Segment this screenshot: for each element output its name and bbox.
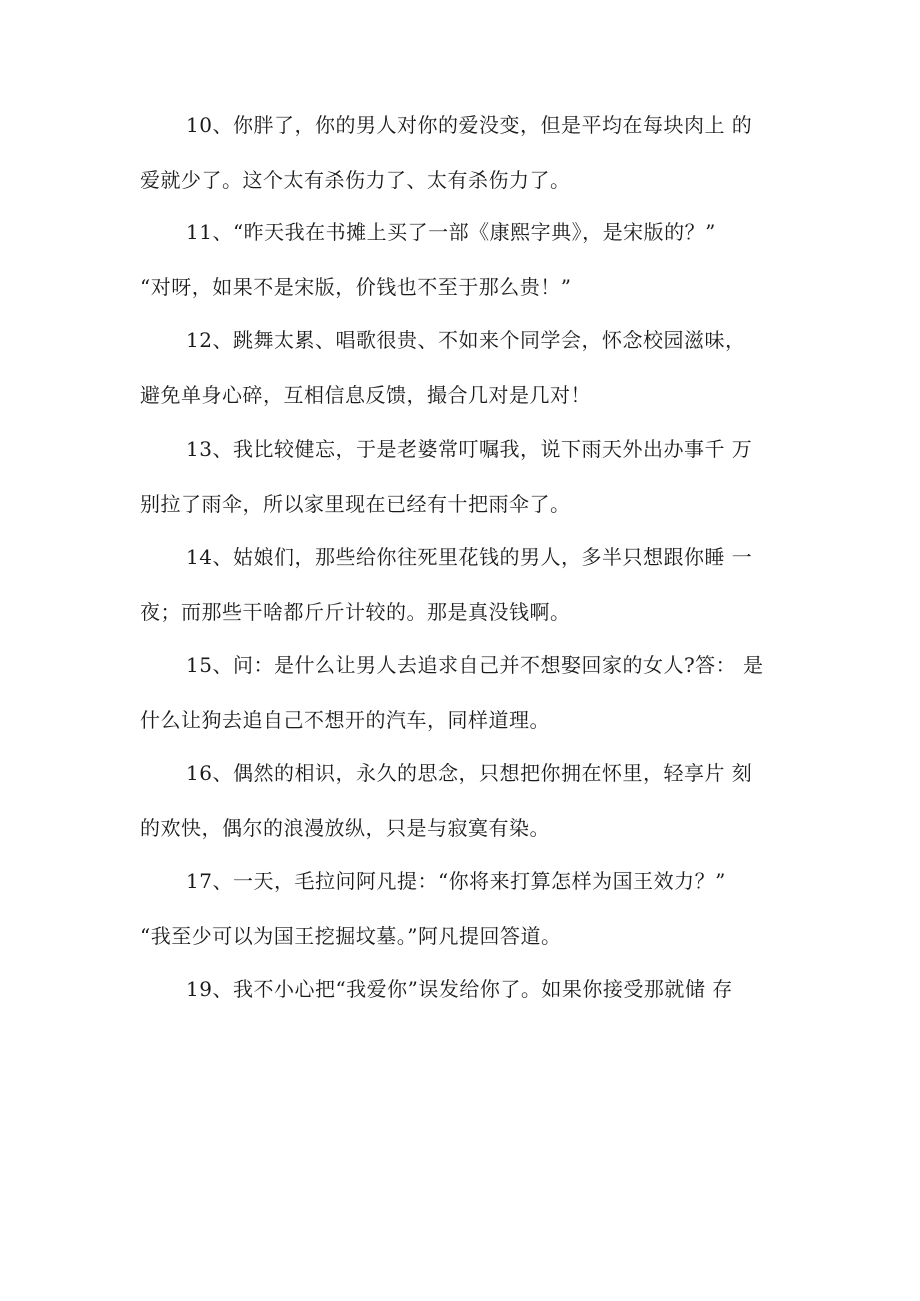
paragraph-line: 14、姑娘们，那些给你往死里花钱的男人，多半只想跟你睡 一 xyxy=(186,545,753,569)
paragraph-line: 16、偶然的相识，永久的思念，只想把你拥在怀里，轻享片 刻 xyxy=(186,761,753,785)
paragraph-line: 别拉了雨伞，所以家里现在已经有十把雨伞了。 xyxy=(140,492,571,516)
paragraph-line: 避免单身心碎，互相信息反馈，撮合几对是几对！ xyxy=(140,383,591,407)
paragraph-line: 的欢快，偶尔的浪漫放纵，只是与寂寞有染。 xyxy=(140,816,550,840)
paragraph-line: 什么让狗去追自己不想开的汽车，同样道理。 xyxy=(140,708,550,732)
paragraph-19 xyxy=(140,962,790,1017)
paragraph-line: “对呀，如果不是宋版，价钱也不至于那么贵！” xyxy=(140,275,572,299)
paragraph-line: 19、我不小心把“我爱你”误发给你了。如果你接受那就储 存 xyxy=(186,977,733,1001)
paragraph-line: 10、你胖了，你的男人对你的爱没变，但是平均在每块肉上 的 xyxy=(186,113,753,137)
paragraph-line: 11、“昨天我在书摊上买了一部《康熙字典》，是宋版的？” xyxy=(186,220,716,244)
paragraph-15 xyxy=(140,638,790,748)
paragraph-line: 15、问：是什么让男人去追求自己并不想娶回家的女人?答： 是 xyxy=(186,653,764,677)
paragraph-16 xyxy=(140,746,790,856)
paragraph-line: 13、我比较健忘，于是老婆常叮嘱我，说下雨天外出办事千 万 xyxy=(186,437,753,461)
paragraph-line: 17、一天，毛拉问阿凡提：“你将来打算怎样为国王效力？” xyxy=(186,869,726,893)
paragraph-line: 12、跳舞太累、唱歌很贵、不如来个同学会，怀念校园滋味， xyxy=(186,328,746,352)
paragraph-11 xyxy=(140,205,790,315)
paragraph-line: “我至少可以为国王挖掘坟墓。”阿凡提回答道。 xyxy=(140,924,562,948)
paragraph-12 xyxy=(140,313,790,423)
paragraph-13 xyxy=(140,422,790,532)
paragraph-17 xyxy=(140,854,790,964)
paragraph-line: 爱就少了。这个太有杀伤力了、太有杀伤力了。 xyxy=(140,168,571,192)
paragraph-10 xyxy=(140,98,790,208)
paragraph-line: 夜；而那些干啥都斤斤计较的。那是真没钱啊。 xyxy=(140,600,571,624)
paragraph-14 xyxy=(140,530,790,640)
